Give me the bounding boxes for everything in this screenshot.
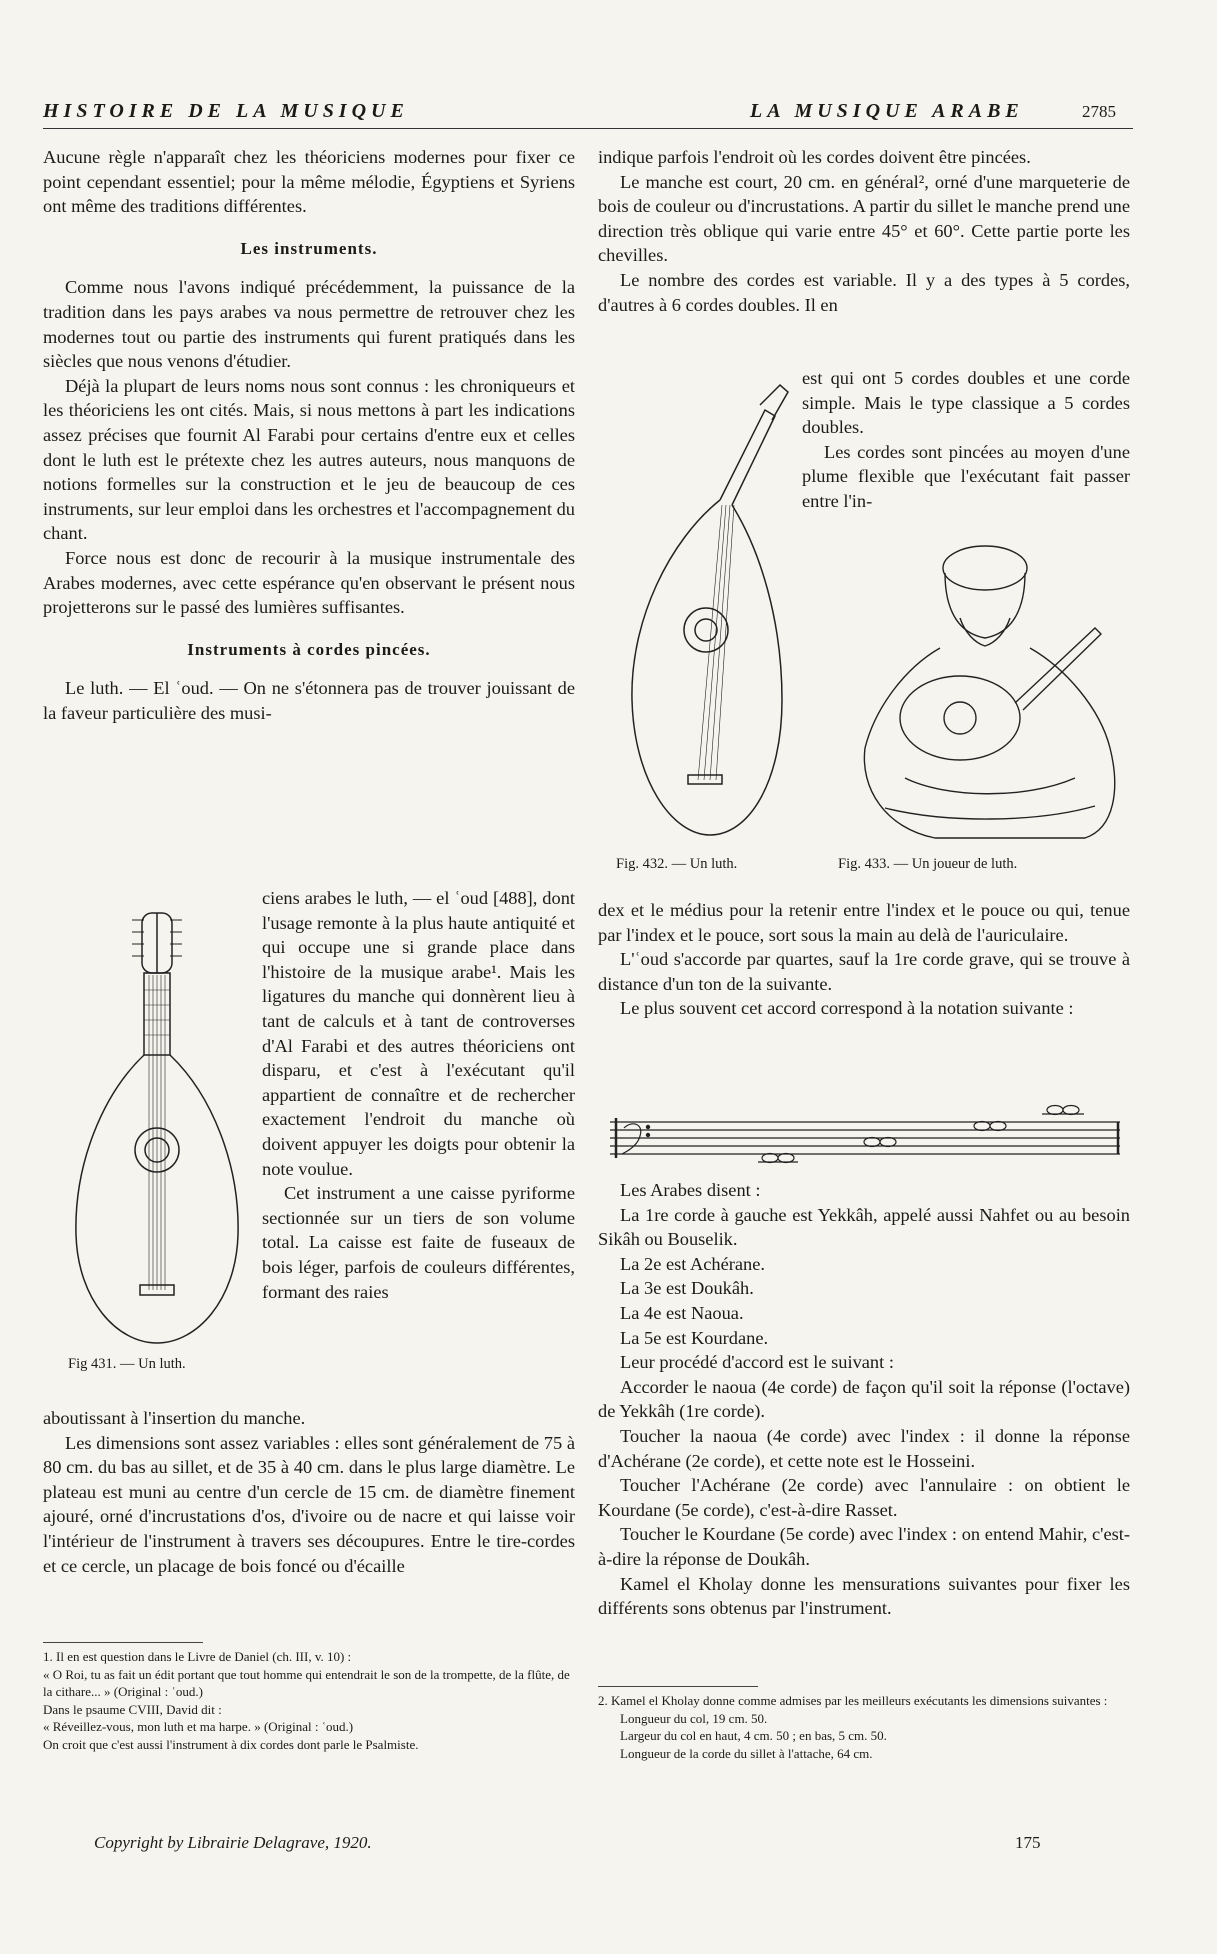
- figure-caption-433: Fig. 433. — Un joueur de luth.: [838, 856, 1018, 872]
- paragraph: ciens arabes le luth, — el ʿoud [488], dont l'usage remonte à la plus haute antiquité et qui occupe une si grande place dans l'histoire de la musique arabe¹. Mais les ligatures du manche qui donnèrent lieu à tant de calculs et à tant de controverses d'Al Farabi et des autres théoriciens ont disparu, et c'est à l'exécutant qu'il appartient de connaître et de rechercher exactement l'endroit du manche où doivent appuyer les doigts pour obtenir la note voulue.: [262, 888, 575, 1179]
- tuning-list: [598, 1178, 1130, 1621]
- running-head-left: HISTOIRE DE LA MUSIQUE: [43, 100, 409, 122]
- footnote-rule: [43, 1642, 203, 1643]
- footnote-rule: [598, 1686, 758, 1687]
- footnote-line: 2. Kamel el Kholay donne comme admises par les meilleurs exécutants les dimensions suivantes :: [598, 1693, 1108, 1708]
- tuning-line: La 3e est Doukâh.: [620, 1278, 754, 1299]
- paragraph: Le manche est court, 20 cm. en général², orné d'une marqueterie de bois de couleur ou d'incrustations. A partir du sillet le manche prend une direction très oblique qui varie entre 45° et 60°. Cette partie porte les chevilles.: [598, 171, 1130, 266]
- folio-number: 175: [1015, 1833, 1041, 1852]
- paragraph: L'ʿoud s'accorde par quartes, sauf la 1re corde grave, qui se trouve à distance d'un ton de la suivante.: [598, 949, 1130, 994]
- footnote-line: « Réveillez-vous, mon luth et ma harpe. » (Original : ʿoud.): [43, 1719, 354, 1734]
- right-wrap-column: [802, 366, 1130, 514]
- footnote-line: On croit que c'est aussi l'instrument à dix cordes dont parle le Psalmiste.: [43, 1736, 419, 1752]
- paragraph: Aucune règle n'apparaît chez les théoriciens modernes pour fixer ce point cependant essentiel; pour la même mélodie, Égyptiens et Syriens ont même des traditions différentes.: [43, 147, 575, 217]
- footnote-line: « O Roi, tu as fait un édit portant que tout homme qui entendrait le son de la trompette, de la flûte, de la cithare... » (Original : ʿoud.): [43, 1666, 570, 1699]
- tuning-line: Kamel el Kholay donne les mensurations suivantes pour fixer les différents sons obtenus par l'instrument.: [598, 1573, 1130, 1619]
- footnote-line: Longueur du col, 19 cm. 50.: [620, 1710, 768, 1726]
- lute-figure-432: [610, 380, 800, 850]
- figure-caption-432: Fig. 432. — Un luth.: [616, 856, 738, 872]
- footnote-line: Longueur de la corde du sillet à l'attache, 64 cm.: [620, 1745, 873, 1761]
- tuning-line: Toucher la naoua (4e corde) avec l'index : il donne la réponse d'Achérane (2e corde), et cette note est le Hosseini.: [598, 1425, 1130, 1471]
- figure-caption-431: Fig 431. — Un luth.: [68, 1356, 186, 1372]
- paragraph: Les cordes sont pincées au moyen d'une plume flexible que l'exécutant fait passer entre l'in-: [802, 441, 1130, 511]
- footnote-line: Largeur du col en haut, 4 cm. 50 ; en bas, 5 cm. 50.: [620, 1728, 887, 1743]
- lute-figure-431: [62, 905, 252, 1350]
- section-heading: Les instruments.: [240, 238, 378, 258]
- left-column: [43, 145, 575, 725]
- paragraph: dex et le médius pour la retenir entre l'index et le pouce ou qui, tenue par l'index et le pouce, sort sous la main au delà de l'auriculaire.: [598, 900, 1130, 945]
- section-heading: Instruments à cordes pincées.: [187, 639, 431, 659]
- page-number: 2785: [1082, 102, 1116, 121]
- tuning-line: Les Arabes disent :: [620, 1180, 761, 1200]
- footnotes-right: [598, 1692, 1130, 1762]
- tuning-line: Toucher le Kourdane (5e corde) avec l'index : on entend Mahir, c'est-à-dire la réponse de Doukâh.: [598, 1524, 1130, 1569]
- right-column: [598, 145, 1130, 317]
- header-rule: [43, 128, 1133, 129]
- paragraph: Le plus souvent cet accord correspond à la notation suivante :: [620, 998, 1074, 1019]
- paragraph-luth-lead: Le luth. — El ʿoud. — On ne s'étonnera pas de trouver jouissant de la faveur particulière des musi-: [43, 678, 575, 723]
- paragraph: Les dimensions sont assez variables : elles sont généralement de 75 à 80 cm. du bas au sillet, et de 35 à 40 cm. dans le plus large diamètre. Le plateau est muni au centre d'un cercle de 15 cm. de diamètre finement ajouré, orné d'incrustations d'os, d'ivoire ou de nacre et qui laisse voir l'intérieur de l'instrument à travers ses découpures. Entre le tire-cordes et ce cercle, un placage de bois foncé ou d'écaille: [43, 1432, 575, 1576]
- paragraph: Comme nous l'avons indiqué précédemment, la puissance de la tradition dans les pays arabes va nous permettre de retrouver chez les modernes tout ou partie des instruments qui furent pratiqués dans les siècles que nous venons d'étudier.: [43, 277, 575, 372]
- left-wrap-column: [262, 886, 575, 1304]
- copyright-line: Copyright by Librairie Delagrave, 1920.: [94, 1833, 372, 1852]
- paragraph: Cet instrument a une caisse pyriforme sectionnée sur un tiers de son volume total. La caisse est faite de fuseaux de bois léger, parfois de couleurs différentes, formant des raies: [262, 1183, 575, 1302]
- paragraph: Le nombre des cordes est variable. Il y a des types à 5 cordes, d'autres à 6 cordes doubles. Il en: [598, 269, 1130, 315]
- lute-player-figure-433: [845, 538, 1125, 843]
- paragraph: est qui ont 5 cordes doubles et une corde simple. Mais le type classique a 5 cordes doubles.: [802, 368, 1130, 438]
- tuning-line: Leur procédé d'accord est le suivant :: [620, 1352, 894, 1373]
- footnote-line: Dans le psaume CVIII, David dit :: [43, 1701, 222, 1717]
- footnote-line: 1. Il en est question dans le Livre de Daniel (ch. III, v. 10) :: [43, 1649, 352, 1664]
- paragraph: Force nous est donc de recourir à la musique instrumentale des Arabes modernes, avec cette espérance qu'en observant le présent nous projetterons sur le passé des lumières suffisantes.: [43, 547, 575, 618]
- tuning-line: La 1re corde à gauche est Yekkâh, appelé aussi Nahfet ou au besoin Sikâh ou Bouselik.: [598, 1204, 1130, 1250]
- right-column-mid: [598, 898, 1130, 1021]
- paragraph: Déjà la plupart de leurs noms nous sont connus : les chroniqueurs et les théoriciens les ont cités. Mais, si nous mettons à part les indications assez précises que fournit Al Farabi pour certains d'entre eux et celles dont le luth est le prétexte chez les autres auteurs, nous manquons de notions formelles sur la construction et le jeu de beaucoup de ces instruments, sur leur emploi dans les orchestres et l'accompagnement du chant.: [43, 375, 575, 544]
- running-head-right: LA MUSIQUE ARABE: [750, 100, 1024, 122]
- tuning-line: La 2e est Achérane.: [620, 1253, 766, 1274]
- tuning-line: Toucher l'Achérane (2e corde) avec l'annulaire : on obtient le Kourdane (5e corde), c'est-à-dire Rasset.: [598, 1475, 1130, 1520]
- tuning-line: La 4e est Naoua.: [620, 1302, 744, 1323]
- music-staff-notation: [610, 1100, 1130, 1170]
- footnotes-left: [43, 1648, 575, 1753]
- paragraph: aboutissant à l'insertion du manche.: [43, 1408, 306, 1428]
- tuning-line: Accorder le naoua (4e corde) de façon qu'il soit la réponse (l'octave) de Yekkâh (1re corde).: [598, 1376, 1130, 1422]
- paragraph: indique parfois l'endroit où les cordes doivent être pincées.: [598, 147, 1031, 167]
- tuning-line: La 5e est Kourdane.: [620, 1327, 769, 1348]
- left-column-bottom: [43, 1406, 575, 1578]
